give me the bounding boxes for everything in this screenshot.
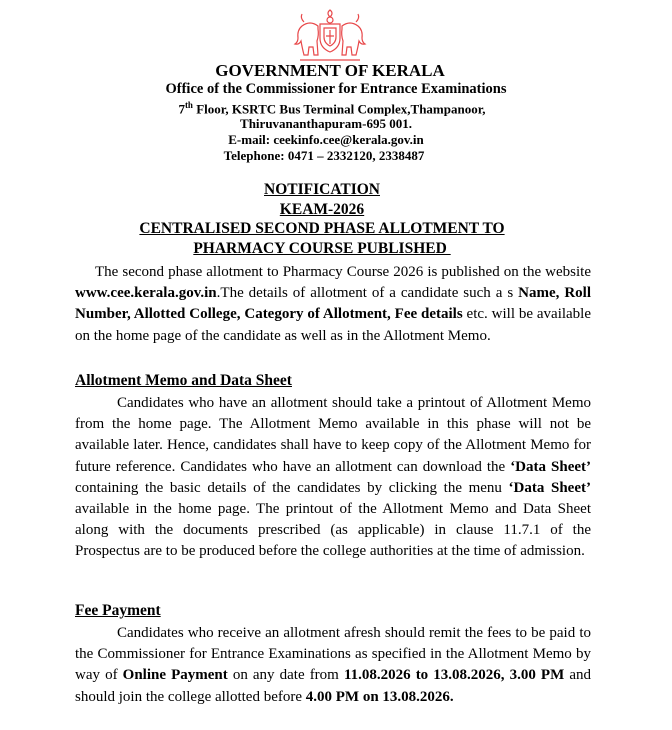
office-heading: Office of the Commissioner for Entrance Examinations	[165, 81, 507, 97]
address-line-2: Thiruvananthapuram-695 001.	[240, 116, 412, 131]
exam-title: KEAM-2026	[279, 201, 365, 218]
intro-text-3: etc. will be available on the home page of the candidate as well as in the Allotment Memo.	[75, 306, 592, 344]
telephone-line: Telephone: 0471 – 2332120, 2338487	[223, 148, 425, 163]
intro-text-2: .The details of allotment of a candidate such a s	[216, 285, 519, 302]
floor-suffix: th	[184, 100, 193, 110]
email-line: E-mail: ceekinfo.cee@kerala.gov.in	[228, 132, 424, 147]
subject-title-line-2: PHARMACY COURSE PUBLISHED	[193, 240, 451, 257]
subject-title-line-1: CENTRALISED SECOND PHASE ALLOTMENT TO	[139, 220, 505, 237]
address-line-1	[0, 100, 668, 117]
intro-text-1: The second phase allotment to Pharmacy Course 2026 is published on the website	[95, 264, 591, 280]
online-payment-term: Online Payment	[122, 667, 228, 684]
data-sheet-term-2: ‘Data Sheet’	[508, 479, 591, 496]
allotment-text-3: available in the home page. The printout of the Allotment Memo and Data Sheet along with the documents prescribed (as applicable) in clause 11.7.1 of the Prospectus are to be produced before the college authorities at the time of admission.	[75, 501, 591, 560]
kerala-emblem-icon	[290, 8, 370, 64]
data-sheet-term-1: ‘Data Sheet’	[510, 458, 591, 475]
fee-payment-paragraph	[75, 623, 591, 708]
address-line-1-text: Floor, KSRTC Bus Terminal Complex,Thampanoor,	[192, 101, 486, 117]
floor-number: 7	[178, 101, 185, 117]
intro-paragraph	[75, 262, 591, 347]
allotment-text-2: containing the basic details of the candidates by clicking the menu	[75, 479, 509, 496]
government-heading: GOVERNMENT OF KERALA	[215, 61, 445, 80]
fee-text-2: on any date from	[227, 667, 344, 684]
allotment-text-1: Candidates who have an allotment should take a printout of Allotment Memo from the home page. The Allotment Memo available in this phase will not be available later. Hence, candidates shall have to keep copy of the Allotment Memo for future reference. Candidates who have an allotment can download the	[75, 395, 591, 475]
allotment-memo-paragraph	[75, 393, 591, 563]
fee-payment-heading: Fee Payment	[75, 602, 161, 619]
website-text: www.cee.kerala.gov.in	[75, 285, 217, 302]
payment-dates: 11.08.2026 to 13.08.2026, 3.00 PM	[343, 667, 565, 684]
notification-title: NOTIFICATION	[264, 181, 380, 198]
allotment-memo-heading: Allotment Memo and Data Sheet	[75, 372, 292, 389]
fields-text: Name, Roll Number, Allotted College, Category of Allotment, Fee details	[75, 285, 592, 323]
joining-deadline: 4.00 PM on 13.08.2026.	[305, 688, 454, 705]
fee-text-3: and should join the college allotted before	[75, 667, 591, 705]
fee-text-1: Candidates who receive an allotment afresh should remit the fees to be paid to the Commissioner for Entrance Examinations as specified in the Allotment Memo by way of	[75, 625, 591, 684]
